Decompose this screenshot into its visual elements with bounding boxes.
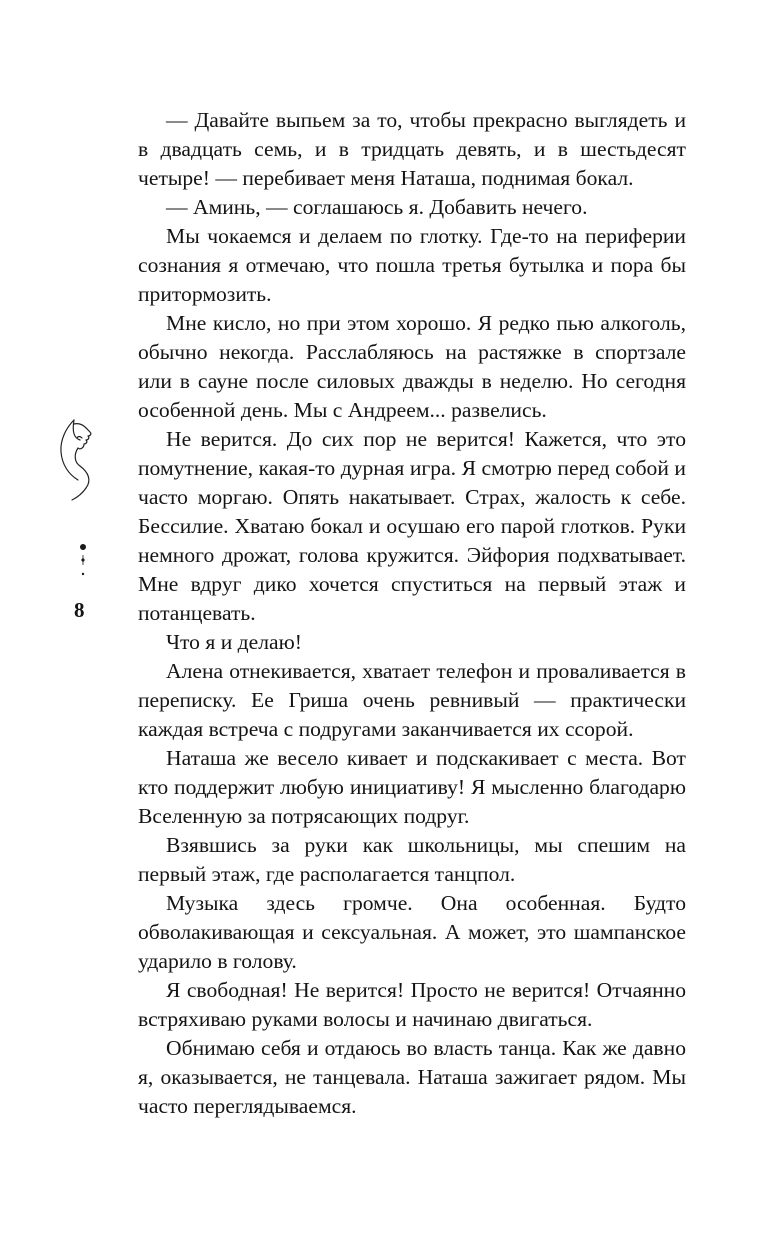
ornament-dot-small	[82, 573, 84, 575]
paragraph: Я свободная! Не верится! Просто не верится! Отчаянно встряхиваю руками волосы и начинаю двигаться.	[138, 978, 686, 1031]
body-text	[138, 106, 686, 1121]
paragraph: Мы чокаемся и делаем по глотку. Где-то на периферии сознания я отмечаю, что пошла третья бутылка и пора бы притормозить.	[138, 224, 686, 306]
paragraph: — Давайте выпьем за то, чтобы прекрасно выглядеть и в двадцать семь, и в тридцать девять, и в шестьдесят четыре! — перебивает меня Наташа, поднимая бокал.	[138, 108, 686, 190]
paragraph: Что я и делаю!	[166, 630, 302, 654]
paragraph: Алена отнекивается, хватает телефон и проваливается в переписку. Ее Гриша очень ревнивый — практически каждая встреча с подругами заканчивается их ссорой.	[138, 659, 686, 741]
paragraph: Не верится. До сих пор не верится! Кажется, что это помутнение, какая-то дурная игра. Я смотрю перед собой и часто моргаю. Опять накатывает. Страх, жалость к себе. Бессилие. Хватаю бокал и осушаю его парой глотков. Руки немного дрожат, голова кружится. Эйфория подхватывает. Мне вдруг дико хочется спуститься на первый этаж и потанцевать.	[138, 427, 686, 625]
paragraph: Обнимаю себя и отдаюсь во власть танца. Как же давно я, оказывается, не танцевала. Наташа зажигает рядом. Мы часто переглядываемся.	[138, 1036, 686, 1118]
face-line-art-ornament	[52, 414, 112, 614]
paragraph: Музыка здесь громче. Она особенная. Будто обволакивающая и сексуальная. А может, это шампанское ударило в голову.	[138, 891, 686, 973]
paragraph: Мне кисло, но при этом хорошо. Я редко пью алкоголь, обычно некогда. Расслабляюсь на растяжке в спортзале или в сауне после силовых дважды в неделю. Но сегодня особенной день. Мы с Андреем... развелись.	[138, 311, 686, 422]
ornament-dot-large	[80, 544, 86, 550]
paragraph: Взявшись за руки как школьницы, мы спешим на первый этаж, где располагается танцпол.	[138, 833, 686, 886]
paragraph: Наташа же весело кивает и подскакивает с места. Вот кто поддержит любую инициативу! Я мысленно благодарю Вселенную за потрясающих подруг.	[138, 746, 686, 828]
paragraph: — Аминь, — соглашаюсь я. Добавить нечего.	[166, 195, 588, 219]
page-number: 8	[74, 598, 85, 622]
